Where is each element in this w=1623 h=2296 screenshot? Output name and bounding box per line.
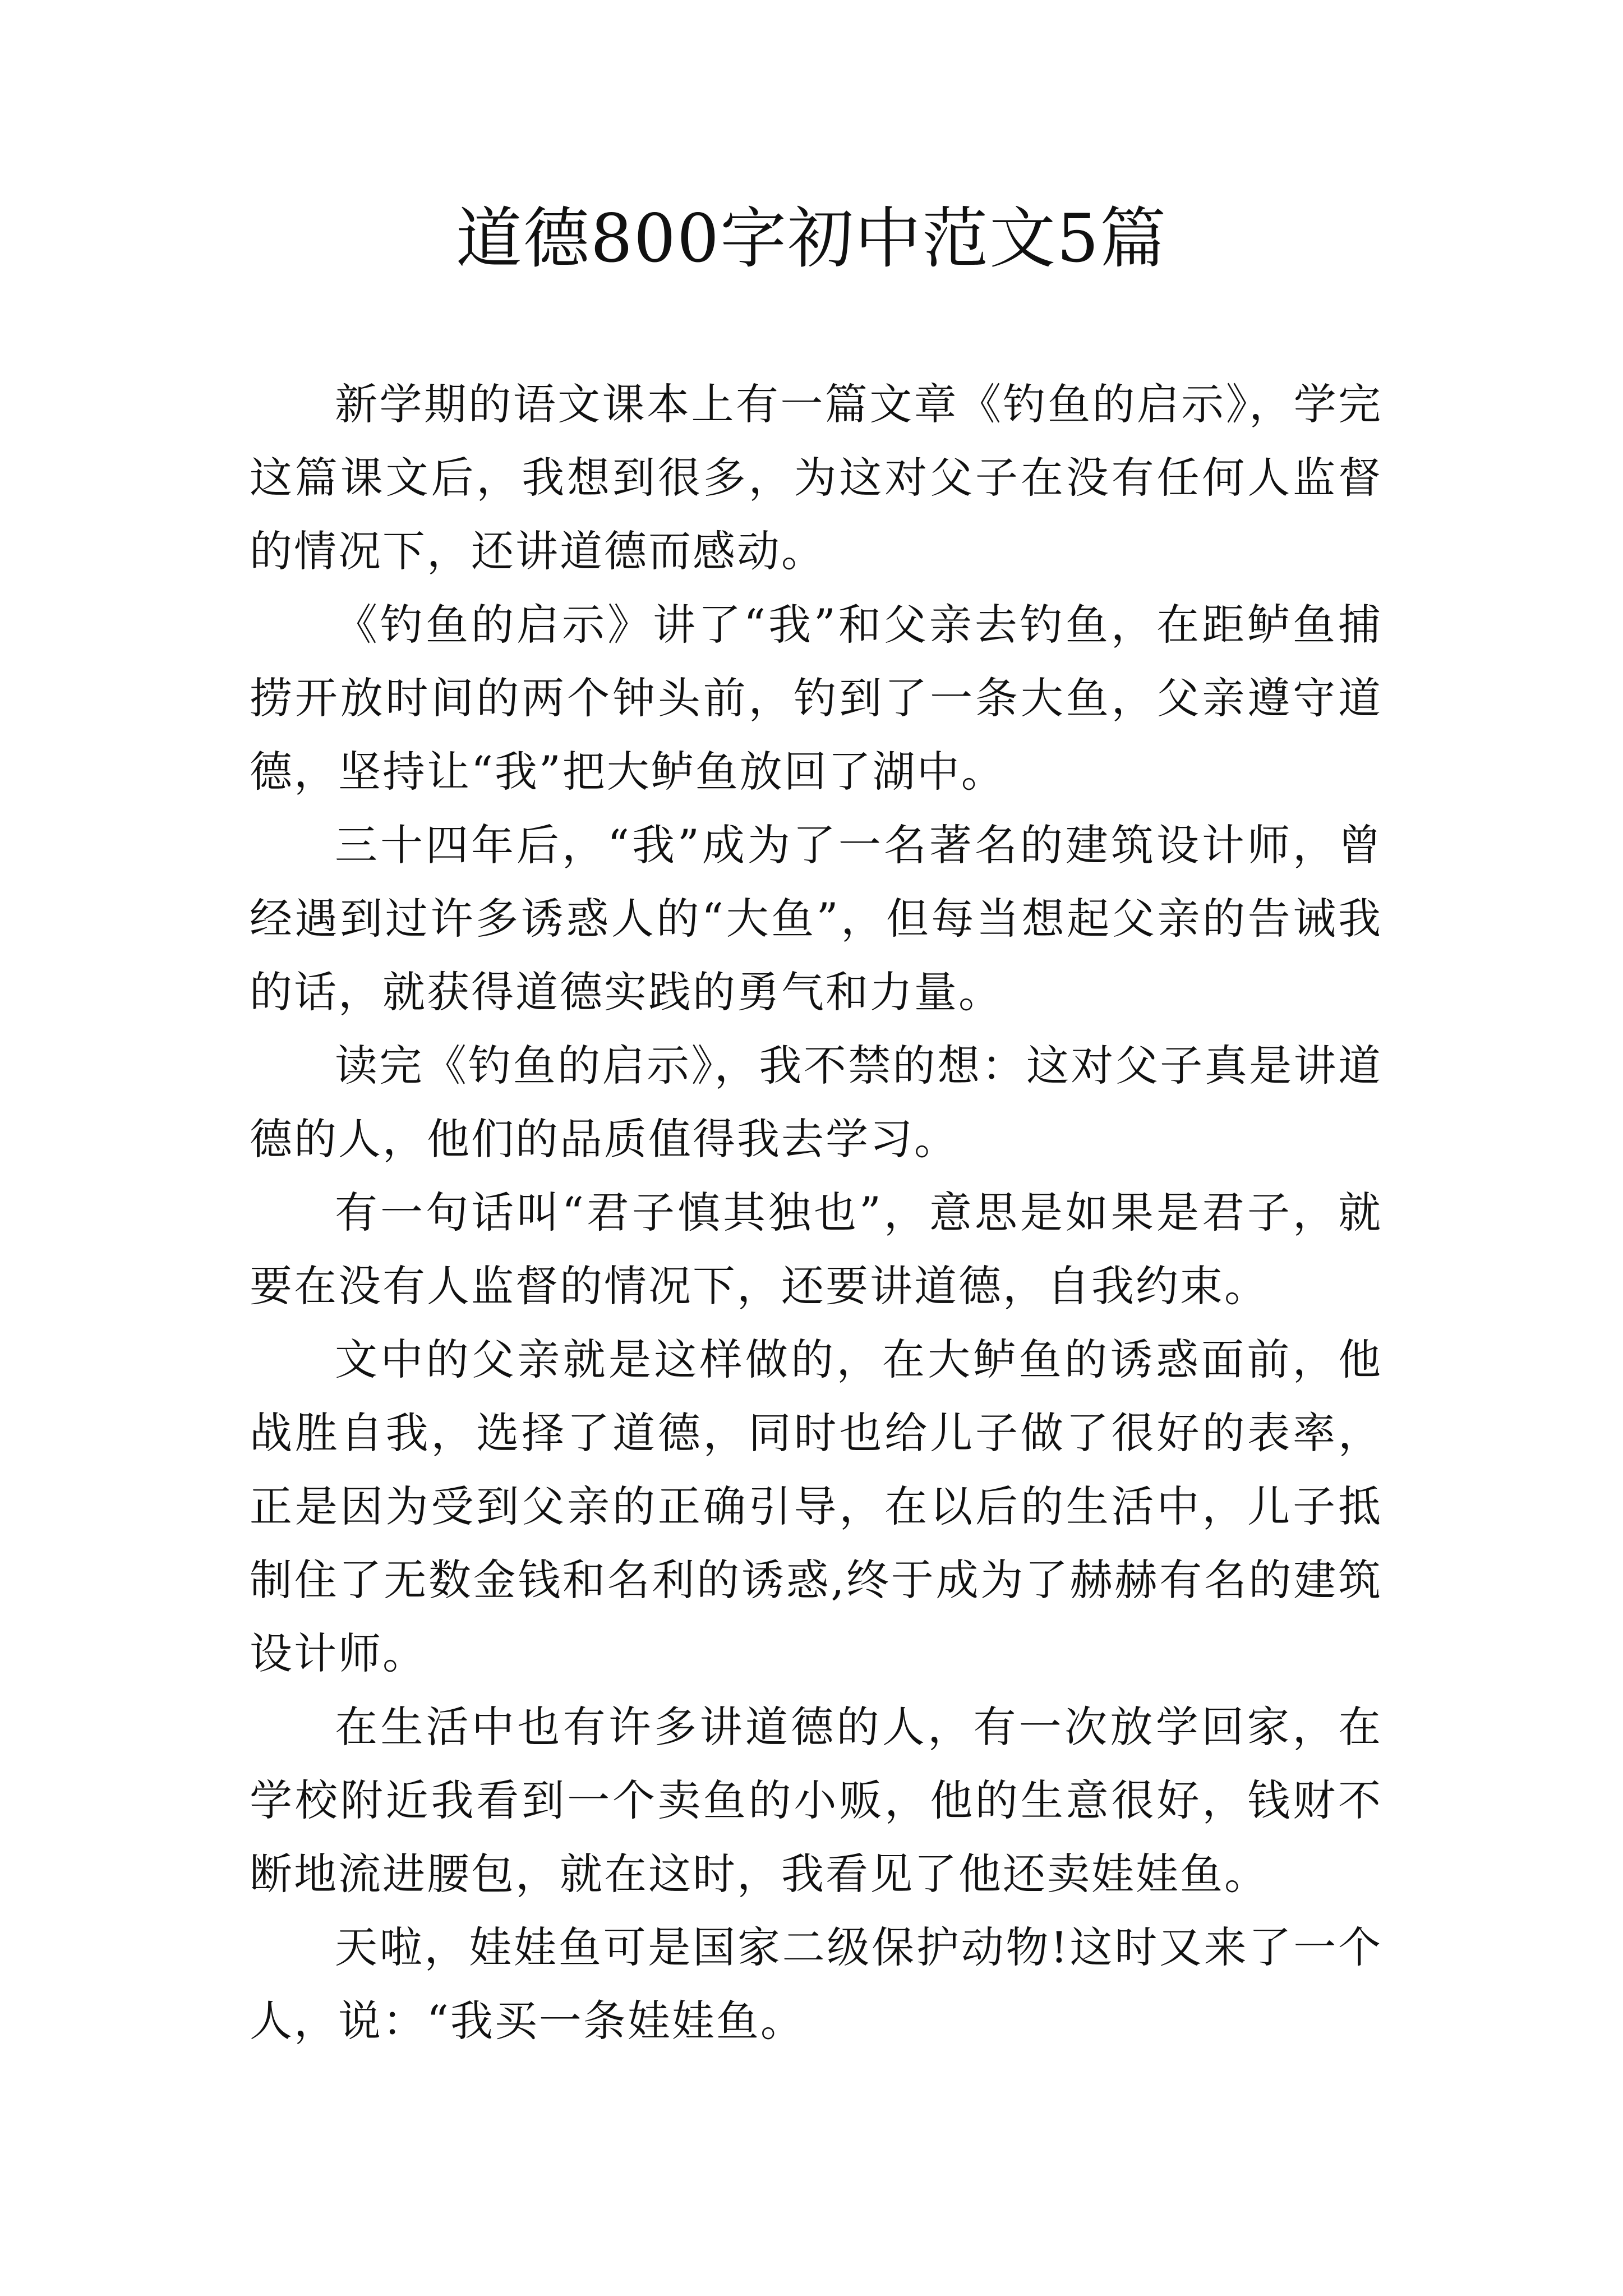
document-body (250, 367, 1382, 2058)
paragraph: 文中的父亲就是这样做的，在大鲈鱼的诱惑面前，他战胜自我，选择了道德，同时也给儿子做了很好的表率，正是因为受到父亲的正确引导，在以后的生活中，儿子抵制住了无数金钱和名利的诱惑,终于成为了赫赫有名的建筑设计师。 (250, 1335, 1382, 1678)
document-title: 道德800字初中范文5篇 (455, 200, 1168, 277)
paragraph: 新学期的语文课本上有一篇文章《钓鱼的启示》，学完这篇课文后，我想到很多，为这对父子在没有任何人监督的情况下，还讲道德而感动。 (250, 379, 1382, 576)
paragraph: 有一句话叫“君子慎其独也”，意思是如果是君子，就要在没有人监督的情况下，还要讲道德，自我约束。 (250, 1188, 1382, 1311)
paragraph: 《钓鱼的启示》讲了“我”和父亲去钓鱼，在距鲈鱼捕捞开放时间的两个钟头前，钓到了一条大鱼，父亲遵守道德，坚持让“我”把大鲈鱼放回了湖中。 (250, 600, 1382, 797)
paragraph: 天啦，娃娃鱼可是国家二级保护动物!这时又来了一个人，说：“我买一条娃娃鱼。 (250, 1922, 1382, 2046)
paragraph: 读完《钓鱼的启示》，我不禁的想：这对父子真是讲道德的人，他们的品质值得我去学习。 (250, 1041, 1382, 1164)
paragraph: 在生活中也有许多讲道德的人，有一次放学回家，在学校附近我看到一个卖鱼的小贩，他的生意很好，钱财不断地流进腰包，就在这时，我看见了他还卖娃娃鱼。 (250, 1702, 1382, 1899)
paragraph: 三十四年后，“我”成为了一名著名的建筑设计师，曾经遇到过许多诱惑人的“大鱼”，但每当想起父亲的告诫我的话，就获得道德实践的勇气和力量。 (250, 820, 1382, 1017)
